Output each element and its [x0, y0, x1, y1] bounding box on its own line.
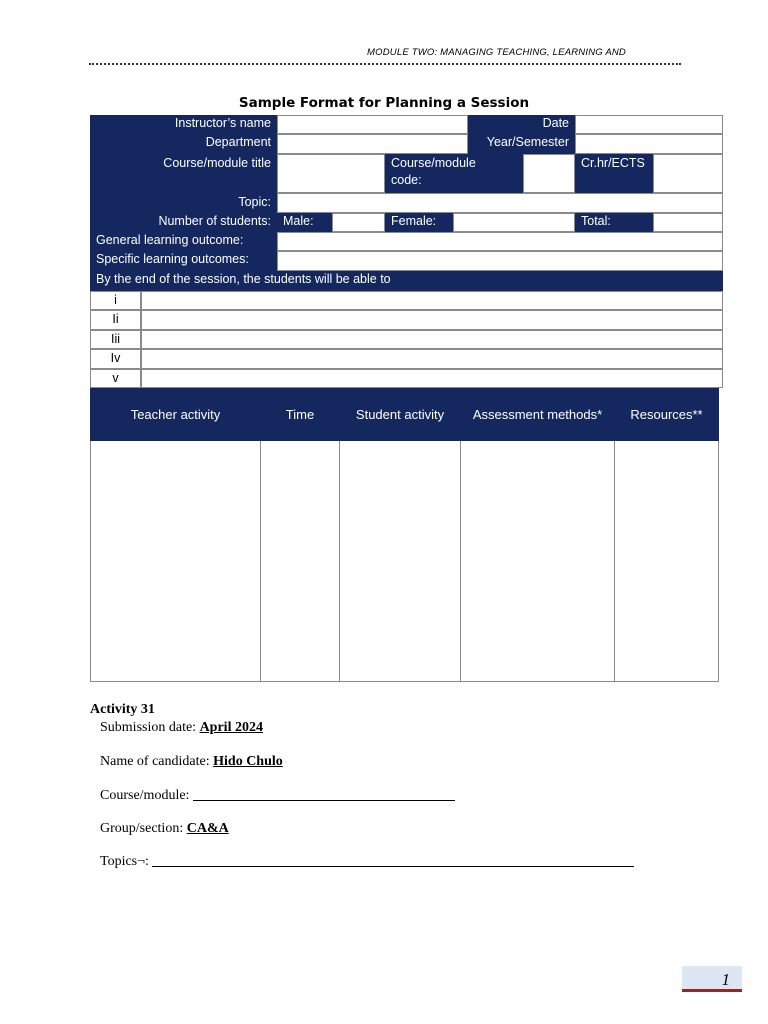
outcome-field[interactable] — [141, 291, 723, 310]
outcome-number: Ii — [90, 310, 141, 330]
instructor-name-label: Instructor’s name — [90, 115, 277, 134]
course-title-field[interactable] — [277, 154, 385, 193]
page-number-rule — [682, 989, 742, 992]
assessment-methods-cell[interactable] — [461, 441, 615, 682]
course-module-line — [100, 788, 455, 804]
department-field[interactable] — [277, 134, 468, 154]
outcome-field[interactable] — [141, 369, 723, 388]
general-outcome-label: General learning outcome: — [90, 232, 277, 251]
time-header: Time — [261, 389, 340, 441]
specific-outcomes-field[interactable] — [277, 251, 723, 271]
student-activity-cell[interactable] — [340, 441, 461, 682]
form-title: Sample Format for Planning a Session — [238, 95, 530, 111]
time-cell[interactable] — [261, 441, 340, 682]
course-title-label: Course/module title — [90, 154, 277, 193]
group-section-line — [100, 821, 229, 837]
number-of-students-label: Number of students: — [90, 213, 277, 232]
table-row — [91, 441, 719, 682]
group-section-value: CA&A — [186, 821, 229, 836]
submission-date-line — [100, 720, 263, 736]
resources-cell[interactable] — [615, 441, 719, 682]
total-label: Total: — [575, 213, 653, 232]
submission-date-label: Submission date: — [100, 720, 197, 735]
teacher-activity-header: Teacher activity — [91, 389, 261, 441]
candidate-name-value: Hido Chulo — [213, 754, 283, 769]
activity-table — [90, 388, 719, 682]
course-code-label: Course/module code: — [385, 154, 523, 193]
assessment-methods-header: Assessment methods* — [461, 389, 615, 441]
outcome-number: Iv — [90, 349, 141, 369]
group-section-label: Group/section: — [100, 821, 184, 836]
course-code-field[interactable] — [523, 154, 575, 193]
department-label: Department — [90, 134, 277, 154]
female-count-field[interactable] — [453, 213, 575, 232]
topics-line — [100, 854, 634, 870]
candidate-name-line — [100, 754, 283, 770]
candidate-name-label: Name of candidate: — [100, 754, 210, 769]
submission-date-value: April 2024 — [199, 720, 263, 735]
credit-hours-label: Cr.hr/ECTS — [575, 154, 653, 193]
activity-heading: Activity 31 — [90, 702, 155, 717]
male-count-field[interactable] — [332, 213, 385, 232]
course-module-label: Course/module: — [100, 788, 190, 803]
year-semester-label: Year/Semester — [468, 134, 575, 154]
outcome-number: i — [90, 291, 141, 310]
specific-outcomes-label: Specific learning outcomes: — [90, 251, 277, 271]
instructor-name-field[interactable] — [277, 115, 468, 134]
male-label: Male: — [277, 213, 332, 232]
topics-label: Topics¬: — [100, 854, 149, 869]
running-header: MODULE TWO: MANAGING TEACHING, LEARNING AND — [367, 47, 626, 58]
student-activity-header: Student activity — [340, 389, 461, 441]
teacher-activity-cell[interactable] — [91, 441, 261, 682]
outcome-field[interactable] — [141, 349, 723, 369]
general-outcome-field[interactable] — [277, 232, 723, 251]
credit-hours-field[interactable] — [653, 154, 723, 193]
outcome-field[interactable] — [141, 330, 723, 349]
total-count-field[interactable] — [653, 213, 723, 232]
topic-field[interactable] — [277, 193, 723, 213]
course-module-blank[interactable] — [193, 800, 455, 801]
year-semester-field[interactable] — [575, 134, 723, 154]
topics-blank[interactable] — [152, 866, 634, 867]
outcome-field[interactable] — [141, 310, 723, 330]
session-end-banner: By the end of the session, the students will be able to — [90, 271, 723, 291]
page-number: 1 — [721, 970, 730, 989]
date-label: Date — [468, 115, 575, 134]
activity-table-header-row — [91, 389, 719, 441]
date-field[interactable] — [575, 115, 723, 134]
outcome-number: v — [90, 369, 141, 388]
outcome-number: Iii — [90, 330, 141, 349]
resources-header: Resources** — [615, 389, 719, 441]
female-label: Female: — [385, 213, 453, 232]
header-rule — [89, 63, 681, 65]
topic-label: Topic: — [90, 193, 277, 213]
